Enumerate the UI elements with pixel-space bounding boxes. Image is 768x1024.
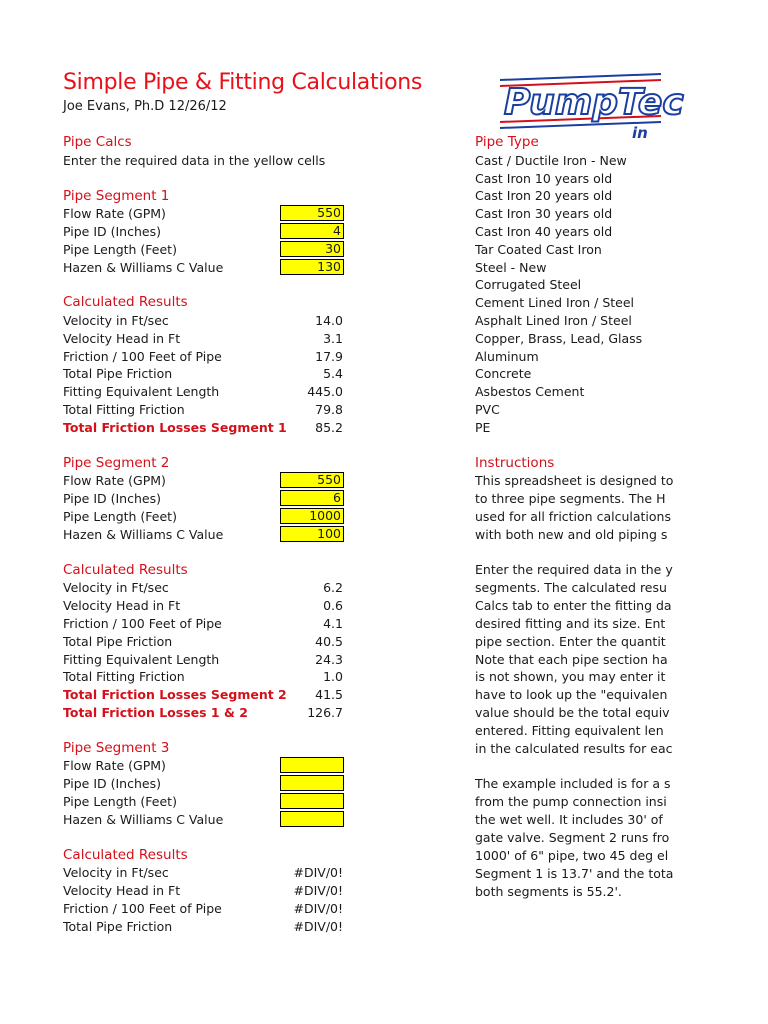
segment3-friction100-label: Friction / 100 Feet of Pipe [63, 901, 222, 916]
segment3-id-label: Pipe ID (Inches) [63, 776, 161, 791]
pipe-type-item: Asbestos Cement [475, 384, 585, 399]
segment2-total-label: Total Friction Losses Segment 2 [63, 687, 287, 702]
instructions-line: Segment 1 is 13.7' and the tota [475, 866, 674, 881]
pipe-type-item: Asphalt Lined Iron / Steel [475, 313, 632, 328]
segment3-cvalue-label: Hazen & Williams C Value [63, 812, 224, 827]
instructions-line: segments. The calculated resu [475, 580, 667, 595]
segment1-pipefriction-label: Total Pipe Friction [63, 366, 173, 381]
instructions-line: is not shown, you may enter it [475, 669, 666, 684]
logo-graphic [500, 70, 684, 142]
instructions-line: in the calculated results for eac [475, 741, 673, 756]
segment1-velocity-value: 14.0 [315, 313, 343, 328]
segment3-flow-input[interactable] [280, 757, 344, 773]
segment2-cvalue-input[interactable]: 100 [280, 526, 344, 542]
segment3-length-input[interactable] [280, 793, 344, 809]
segment2-fittingfriction-label: Total Fitting Friction [63, 669, 185, 684]
pipe-calcs-heading: Pipe Calcs [63, 134, 132, 150]
segment3-pipefriction-label: Total Pipe Friction [63, 919, 173, 934]
segment3-velhead-value: #DIV/0! [293, 883, 343, 898]
segment2-fittinglen-label: Fitting Equivalent Length [63, 652, 220, 667]
segment3-velocity-value: #DIV/0! [293, 865, 343, 880]
pipe-type-item: Cast Iron 40 years old [475, 224, 613, 239]
segment2-cvalue-label: Hazen & Williams C Value [63, 527, 224, 542]
segment1-id-label: Pipe ID (Inches) [63, 224, 161, 239]
segment1-velocity-label: Velocity in Ft/sec [63, 313, 169, 328]
segment1-pipefriction-value: 5.4 [323, 366, 343, 381]
instructions-line: 1000' of 6" pipe, two 45 deg el [475, 848, 669, 863]
segment3-pipefriction-value: #DIV/0! [293, 919, 343, 934]
segment1-total-value: 85.2 [315, 420, 343, 435]
instructions-line: to three pipe segments. The H [475, 491, 666, 506]
segment1-cvalue-input[interactable]: 130 [280, 259, 344, 275]
segment1-total-label: Total Friction Losses Segment 1 [63, 420, 287, 435]
logo-text: PumpTec [504, 82, 684, 123]
instructions-line: used for all friction calculations [475, 509, 671, 524]
segment2-flow-input[interactable]: 550 [280, 472, 344, 488]
instructions-line: both segments is 55.2'. [475, 884, 622, 899]
pipe-type-item: Tar Coated Cast Iron [475, 242, 602, 257]
segment3-velhead-label: Velocity Head in Ft [63, 883, 181, 898]
segment2-friction100-value: 4.1 [323, 616, 343, 631]
segment1-flow-label: Flow Rate (GPM) [63, 206, 166, 221]
pumptec-logo [500, 70, 684, 142]
segments-1-2-total-label: Total Friction Losses 1 & 2 [63, 705, 248, 720]
segment1-cvalue-label: Hazen & Williams C Value [63, 260, 224, 275]
segment2-heading: Pipe Segment 2 [63, 455, 170, 471]
segment1-fittinglen-label: Fitting Equivalent Length [63, 384, 220, 399]
pipe-type-item: Steel - New [475, 260, 547, 275]
segment2-flow-label: Flow Rate (GPM) [63, 473, 166, 488]
pipe-type-item: Cement Lined Iron / Steel [475, 295, 635, 310]
pipe-type-item: Concrete [475, 366, 532, 381]
segment1-velhead-label: Velocity Head in Ft [63, 331, 181, 346]
instructions-line: Enter the required data in the y [475, 562, 673, 577]
instructions-line: pipe section. Enter the quantit [475, 634, 666, 649]
pipe-calcs-note: Enter the required data in the yellow cells [63, 153, 326, 168]
pipe-type-item: PVC [475, 402, 500, 417]
segment2-velocity-value: 6.2 [323, 580, 343, 595]
segment2-pipefriction-value: 40.5 [315, 634, 343, 649]
instructions-line: Calcs tab to enter the fitting da [475, 598, 672, 613]
pipe-type-item: Cast Iron 10 years old [475, 171, 613, 186]
segment1-length-input[interactable]: 30 [280, 241, 344, 257]
segment2-fittingfriction-value: 1.0 [323, 669, 343, 684]
pipe-type-item: Copper, Brass, Lead, Glass [475, 331, 643, 346]
pipe-type-item: Cast Iron 20 years old [475, 188, 613, 203]
page-title: Simple Pipe & Fitting Calculations [63, 70, 423, 95]
segment1-id-input[interactable]: 4 [280, 223, 344, 239]
instructions-line: The example included is for a s [475, 776, 671, 791]
segment3-flow-label: Flow Rate (GPM) [63, 758, 166, 773]
instructions-line: from the pump connection insi [475, 794, 667, 809]
author-line: Joe Evans, Ph.D 12/26/12 [63, 99, 227, 114]
instructions-line: the wet well. It includes 30' of [475, 812, 663, 827]
segment3-heading: Pipe Segment 3 [63, 740, 170, 756]
segments-1-2-total-value: 126.7 [307, 705, 343, 720]
segment2-length-input[interactable]: 1000 [280, 508, 344, 524]
segment1-results-heading: Calculated Results [63, 294, 188, 310]
instructions-heading: Instructions [475, 455, 555, 471]
segment1-velhead-value: 3.1 [323, 331, 343, 346]
instructions-line: entered. Fitting equivalent len [475, 723, 664, 738]
segment3-length-label: Pipe Length (Feet) [63, 794, 177, 809]
pipe-type-item: Aluminum [475, 349, 539, 364]
pipe-type-item: PE [475, 420, 491, 435]
segment1-flow-input[interactable]: 550 [280, 205, 344, 221]
instructions-line: with both new and old piping s [475, 527, 668, 542]
segment1-fittinglen-value: 445.0 [307, 384, 343, 399]
segment2-pipefriction-label: Total Pipe Friction [63, 634, 173, 649]
segment3-friction100-value: #DIV/0! [293, 901, 343, 916]
segment2-fittinglen-value: 24.3 [315, 652, 343, 667]
segment1-heading: Pipe Segment 1 [63, 188, 170, 204]
segment2-id-label: Pipe ID (Inches) [63, 491, 161, 506]
segment1-length-label: Pipe Length (Feet) [63, 242, 177, 257]
logo-subtext: in [632, 124, 648, 142]
segment2-velhead-value: 0.6 [323, 598, 343, 613]
instructions-line: gate valve. Segment 2 runs fro [475, 830, 670, 845]
segment1-fittingfriction-label: Total Fitting Friction [63, 402, 185, 417]
instructions-line: This spreadsheet is designed to [475, 473, 674, 488]
segment3-results-heading: Calculated Results [63, 847, 188, 863]
pipe-type-item: Corrugated Steel [475, 277, 582, 292]
segment1-fittingfriction-value: 79.8 [315, 402, 343, 417]
segment1-friction100-value: 17.9 [315, 349, 343, 364]
segment3-cvalue-input[interactable] [280, 811, 344, 827]
pipe-type-item: Cast Iron 30 years old [475, 206, 613, 221]
segment3-velocity-label: Velocity in Ft/sec [63, 865, 169, 880]
segment1-friction100-label: Friction / 100 Feet of Pipe [63, 349, 222, 364]
pipe-type-item: Cast / Ductile Iron - New [475, 153, 627, 168]
segment2-velhead-label: Velocity Head in Ft [63, 598, 181, 613]
instructions-line: have to look up the "equivalen [475, 687, 668, 702]
segment2-friction100-label: Friction / 100 Feet of Pipe [63, 616, 222, 631]
segment3-id-input[interactable] [280, 775, 344, 791]
pipe-type-heading: Pipe Type [475, 134, 539, 150]
segment2-length-label: Pipe Length (Feet) [63, 509, 177, 524]
segment2-id-input[interactable]: 6 [280, 490, 344, 506]
segment2-total-value: 41.5 [315, 687, 343, 702]
instructions-line: value should be the total equiv [475, 705, 670, 720]
segment2-velocity-label: Velocity in Ft/sec [63, 580, 169, 595]
segment2-results-heading: Calculated Results [63, 562, 188, 578]
instructions-line: Note that each pipe section ha [475, 652, 668, 667]
instructions-line: desired fitting and its size. Ent [475, 616, 666, 631]
